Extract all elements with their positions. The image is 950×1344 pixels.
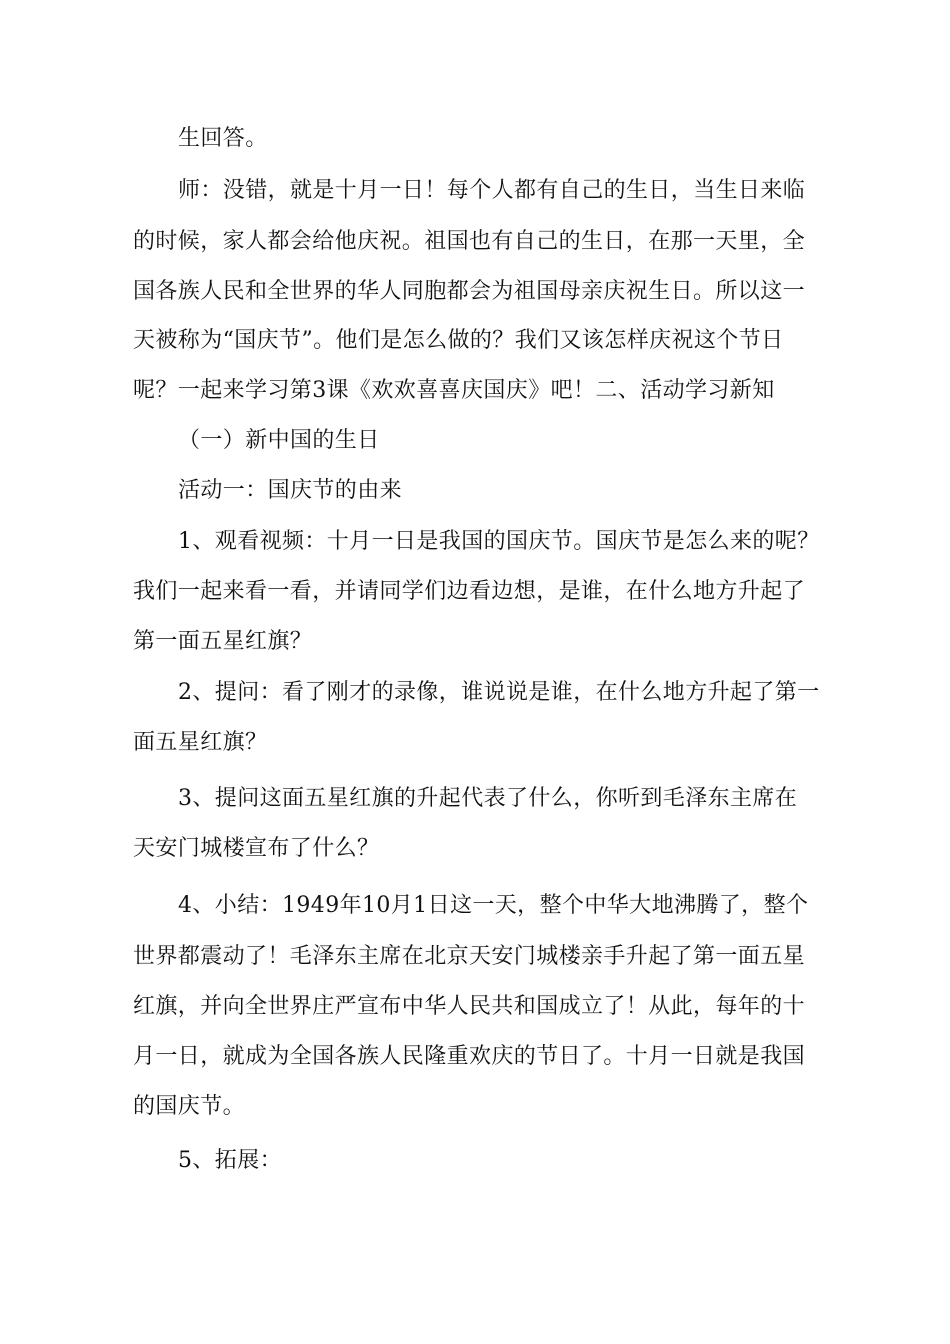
text-line: 的时候，家人都会给他庆祝。祖国也有自己的生日，在那一天里，全 — [133, 229, 806, 254]
text-line: 面五星红旗？ — [133, 730, 268, 755]
text-line: 2、提问：看了刚才的录像，谁说说是谁，在什么地方升起了第一 — [178, 680, 820, 705]
text-line: 5、拓展： — [178, 1148, 282, 1173]
activity-heading: 活动一：国庆节的由来 — [178, 478, 403, 503]
text-line: 4、小结：1949年10月1日这一天，整个中华大地沸腾了，整个 — [178, 893, 809, 918]
text-line: 天安门城楼宣布了什么？ — [133, 836, 380, 861]
text-line: 3、提问这面五星红旗的升起代表了什么，你听到毛泽东主席在 — [178, 786, 798, 811]
text-line: 我们一起来看一看，并请同学们边看边想，是谁，在什么地方升起了 — [133, 579, 806, 604]
text-line: 生回答。 — [178, 126, 268, 151]
text-line: 1、观看视频：十月一日是我国的国庆节。国庆节是怎么来的呢？ — [178, 529, 820, 554]
text-line: 呢？一起来学习第3课《欢欢喜喜庆国庆》吧！二、活动学习新知 — [133, 378, 775, 403]
text-line: 红旗，并向全世界庄严宣布中华人民共和国成立了！从此，每年的十 — [133, 994, 806, 1019]
text-line: 月一日，就成为全国各族人民隆重欢庆的节日了。十月一日就是我国 — [133, 1044, 806, 1069]
text-line: 的国庆节。 — [133, 1094, 246, 1119]
text-line: 第一面五星红旗？ — [133, 629, 313, 654]
text-line: 师：没错，就是十月一日！每个人都有自己的生日，当生日来临 — [178, 178, 806, 203]
text-line: 世界都震动了！毛泽东主席在北京天安门城楼亲手升起了第一面五星 — [133, 944, 806, 969]
text-line: 国各族人民和全世界的华人同胞都会为祖国母亲庆祝生日。所以这一 — [133, 279, 806, 304]
section-heading: （一）新中国的生日 — [178, 428, 380, 453]
text-line: 天被称为“国庆节”。他们是怎么做的？我们又该怎样庆祝这个节日 — [133, 328, 784, 353]
